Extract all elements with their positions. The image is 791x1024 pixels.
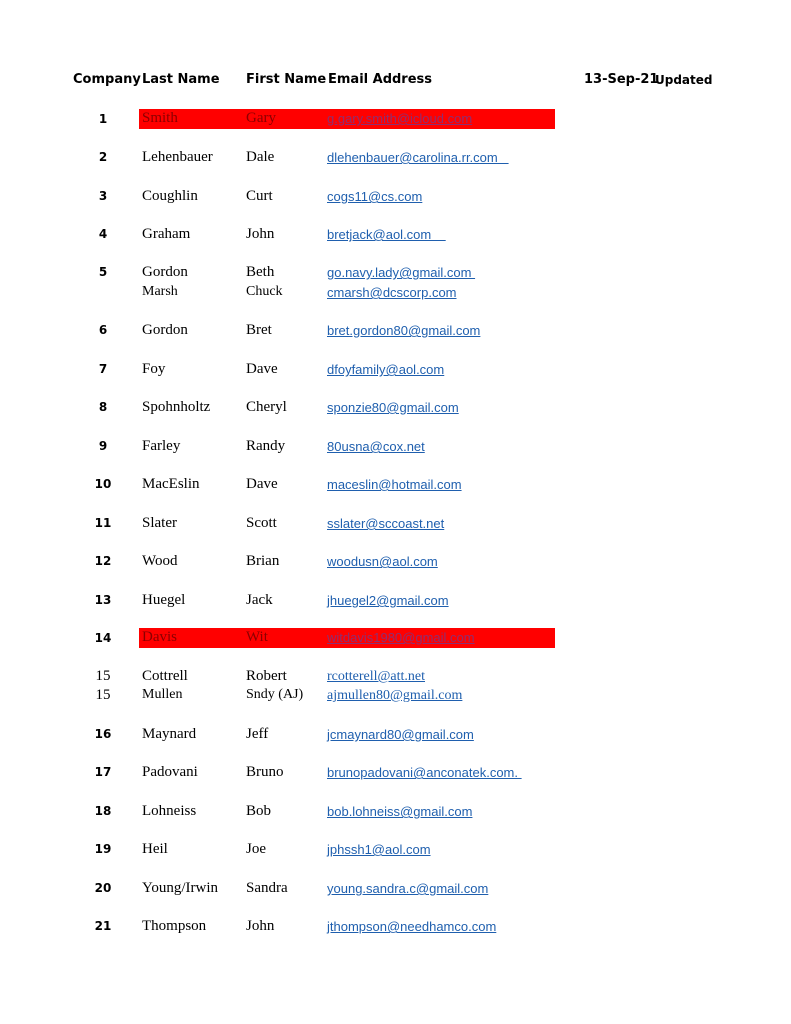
email-link[interactable]: young.sandra.c@gmail.com xyxy=(327,881,489,896)
first-name: Dale xyxy=(246,149,275,165)
row-number: 21 xyxy=(94,919,112,933)
first-name: Dave xyxy=(246,476,278,492)
email-link[interactable]: go.navy.lady@gmail.com xyxy=(327,265,476,280)
last-name: Young/Irwin xyxy=(142,880,218,896)
email-link[interactable]: maceslin@hotmail.com xyxy=(327,477,462,492)
first-name: Sndy (AJ) xyxy=(246,687,304,702)
first-name: Brian xyxy=(246,553,280,569)
last-name: Davis xyxy=(142,629,177,645)
row-number: 4 xyxy=(98,227,108,241)
email-link[interactable]: ajmullen80@gmail.com xyxy=(327,688,463,703)
row-number: 16 xyxy=(94,727,112,741)
row-number: 15 xyxy=(95,668,111,684)
last-name: Mullen xyxy=(142,687,183,702)
email-link[interactable]: sslater@sccoast.net xyxy=(327,516,445,531)
first-name: Scott xyxy=(246,515,277,531)
first-name: Randy xyxy=(246,438,286,454)
row-number: 10 xyxy=(94,477,112,491)
row-number: 9 xyxy=(98,439,108,453)
last-name: Farley xyxy=(142,438,181,454)
first-name: Wit xyxy=(246,629,268,645)
row-number: 3 xyxy=(98,189,108,203)
email-link[interactable]: sponzie80@gmail.com xyxy=(327,400,459,415)
first-name: Sandra xyxy=(246,880,288,896)
last-name: Lehenbauer xyxy=(142,149,213,165)
row-number: 18 xyxy=(94,804,112,818)
email-link[interactable]: g.gary.smith@icloud.com xyxy=(327,111,473,126)
email-link[interactable]: jphssh1@aol.com xyxy=(327,842,431,857)
row-number: 1 xyxy=(98,112,108,126)
row-number: 14 xyxy=(94,631,112,645)
row-number: 12 xyxy=(94,554,112,568)
first-name: John xyxy=(246,918,275,934)
email-link[interactable]: cmarsh@dcscorp.com xyxy=(327,285,457,300)
last-name: Heil xyxy=(142,841,168,857)
row-number: 19 xyxy=(94,842,112,856)
header-date: 13-Sep-21 xyxy=(584,72,659,87)
row-number: 11 xyxy=(94,516,112,530)
first-name: Beth xyxy=(246,264,275,280)
email-link[interactable]: rcotterell@att.net xyxy=(327,669,426,684)
first-name: Cheryl xyxy=(246,399,287,415)
first-name: Curt xyxy=(246,188,273,204)
first-name: Jeff xyxy=(246,726,269,742)
last-name: Slater xyxy=(142,515,177,531)
header-last-name: Last Name xyxy=(142,72,220,87)
last-name: Gordon xyxy=(142,264,188,280)
last-name: Coughlin xyxy=(142,188,198,204)
row-number: 15 xyxy=(95,687,111,703)
last-name: Cottrell xyxy=(142,668,188,684)
email-link[interactable]: cogs11@cs.com xyxy=(327,189,423,204)
last-name: Smith xyxy=(142,110,178,126)
first-name: Jack xyxy=(246,592,273,608)
last-name: Maynard xyxy=(142,726,197,742)
email-link[interactable]: jthompson@needhamco.com xyxy=(327,919,497,934)
email-link[interactable]: 80usna@cox.net xyxy=(327,439,425,454)
row-number: 8 xyxy=(98,400,108,414)
last-name: Gordon xyxy=(142,322,188,338)
header-first-name: First Name xyxy=(246,72,327,87)
first-name: Chuck xyxy=(246,284,283,299)
last-name: Huegel xyxy=(142,592,186,608)
email-link[interactable]: woodusn@aol.com xyxy=(327,554,438,569)
first-name: Bret xyxy=(246,322,272,338)
header-updated: Updated xyxy=(655,73,713,87)
first-name: Joe xyxy=(246,841,266,857)
last-name: Thompson xyxy=(142,918,207,934)
email-link[interactable]: bret.gordon80@gmail.com xyxy=(327,323,481,338)
email-link[interactable]: jhuegel2@gmail.com xyxy=(327,593,449,608)
first-name: Dave xyxy=(246,361,278,377)
email-link[interactable]: dlehenbauer@carolina.rr.com xyxy=(327,150,509,165)
email-link[interactable]: dfoyfamily@aol.com xyxy=(327,362,445,377)
first-name: Robert xyxy=(246,668,287,684)
row-number: 7 xyxy=(98,362,108,376)
last-name: Marsh xyxy=(142,284,178,299)
header-email: Email Address xyxy=(328,72,433,87)
last-name: Padovani xyxy=(142,764,198,780)
last-name: Wood xyxy=(142,553,178,569)
last-name: Graham xyxy=(142,226,191,242)
last-name: Spohnholtz xyxy=(142,399,211,415)
row-number: 2 xyxy=(98,150,108,164)
last-name: MacEslin xyxy=(142,476,200,492)
email-link[interactable]: witdavis1980@gmail.com xyxy=(327,630,475,645)
first-name: Gary xyxy=(246,110,276,126)
row-number: 17 xyxy=(94,765,112,779)
row-number: 20 xyxy=(94,881,112,895)
last-name: Foy xyxy=(142,361,166,377)
email-link[interactable]: brunopadovani@anconatek.com. xyxy=(327,765,522,780)
first-name: John xyxy=(246,226,275,242)
email-link[interactable]: jcmaynard80@gmail.com xyxy=(327,727,474,742)
first-name: Bob xyxy=(246,803,272,819)
last-name: Lohneiss xyxy=(142,803,197,819)
email-link[interactable]: bob.lohneiss@gmail.com xyxy=(327,804,473,819)
row-number: 6 xyxy=(98,323,108,337)
row-number: 5 xyxy=(98,265,108,279)
header-company: Company xyxy=(73,72,141,87)
row-number: 13 xyxy=(94,593,112,607)
email-link[interactable]: bretjack@aol.com xyxy=(327,227,446,242)
first-name: Bruno xyxy=(246,764,284,780)
